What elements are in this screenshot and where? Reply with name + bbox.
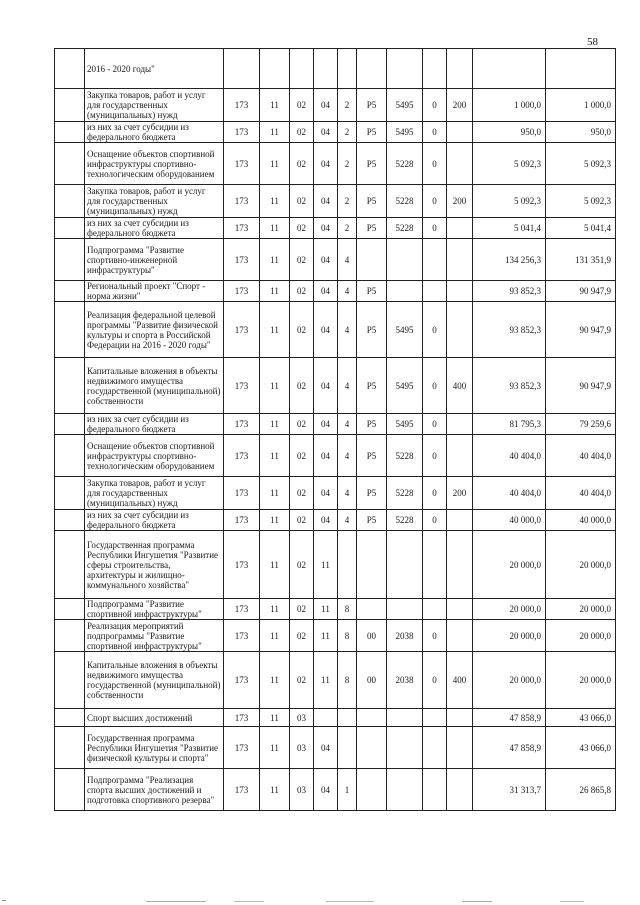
cell-name: из них за счет субсидии из федерального бюджета [85,122,224,143]
row-number-cell [55,302,85,358]
cell-c7: 5495 [387,122,423,143]
cell-c2: 11 [260,122,290,143]
cell-c5: 4 [338,302,357,358]
table-row [55,143,616,185]
cell-c2: 11 [260,599,290,620]
cell-v2: 26 865,8 [546,769,616,811]
row-number-cell [55,620,85,652]
cell-c6: P5 [357,89,387,122]
cell-c4: 04 [314,769,338,811]
table-row [55,769,616,811]
cell-c8 [423,281,447,302]
cell-c2: 11 [260,510,290,531]
table-row [55,709,616,727]
cell-v2: 90 947,9 [546,302,616,358]
cell-c7: 5228 [387,435,423,477]
cell-v1: 81 795,3 [473,414,546,435]
cell-c5: 4 [338,477,357,510]
cell-c3: 02 [290,435,314,477]
cell-v2: 5 092,3 [546,185,616,218]
table-row [55,239,616,281]
cell-c6: P5 [357,414,387,435]
cell-c9 [447,281,473,302]
cell-c3: 02 [290,218,314,239]
table-row [55,652,616,709]
cell-c1: 173 [224,239,260,281]
cell-c5 [338,49,357,89]
cell-c4: 11 [314,652,338,709]
cell-v2: 20 000,0 [546,620,616,652]
cell-c4: 11 [314,599,338,620]
cell-c6: P5 [357,143,387,185]
cell-c1: 173 [224,89,260,122]
cell-c3: 03 [290,727,314,769]
cell-v2 [546,49,616,89]
cell-c2: 11 [260,652,290,709]
table-row [55,358,616,414]
cell-c1: 173 [224,218,260,239]
cell-c3: 02 [290,185,314,218]
cell-v1: 93 852,3 [473,302,546,358]
cell-c1: 173 [224,531,260,599]
row-number-cell [55,122,85,143]
cell-v2: 1 000,0 [546,89,616,122]
cell-v1: 5 041,4 [473,218,546,239]
cell-c6: P5 [357,185,387,218]
cell-v1: 20 000,0 [473,652,546,709]
table-row [55,281,616,302]
cell-c9 [447,218,473,239]
cell-c3: 02 [290,89,314,122]
cell-v2: 20 000,0 [546,652,616,709]
cell-c2: 11 [260,709,290,727]
row-number-cell [55,652,85,709]
table-row [55,185,616,218]
cell-c5: 2 [338,185,357,218]
cell-c4 [314,709,338,727]
cell-v1: 40 404,0 [473,477,546,510]
cell-v1: 93 852,3 [473,281,546,302]
cell-c5: 8 [338,652,357,709]
cell-c8 [423,709,447,727]
cell-v2: 40 404,0 [546,435,616,477]
cell-c1: 173 [224,510,260,531]
row-number-cell [55,709,85,727]
cell-v2: 43 066,0 [546,709,616,727]
cell-v1: 47 858,9 [473,709,546,727]
cell-c7: 5495 [387,358,423,414]
cell-v1: 134 256,3 [473,239,546,281]
cell-c7: 5228 [387,218,423,239]
cell-c8: 0 [423,218,447,239]
cell-c8 [423,531,447,599]
cell-c7: 5495 [387,89,423,122]
row-number-cell [55,89,85,122]
cell-c1: 173 [224,185,260,218]
cell-c5: 4 [338,281,357,302]
cell-v1: 31 313,7 [473,769,546,811]
cell-c8: 0 [423,185,447,218]
cell-c4: 04 [314,239,338,281]
cell-c8: 0 [423,477,447,510]
cell-c7 [387,531,423,599]
cell-c8 [423,727,447,769]
cell-c7: 2038 [387,652,423,709]
table-row [55,620,616,652]
row-number-cell [55,435,85,477]
row-number-cell [55,185,85,218]
cell-c6: 00 [357,620,387,652]
row-number-cell [55,281,85,302]
table-row [55,531,616,599]
cell-c1: 173 [224,727,260,769]
cell-c9 [447,435,473,477]
cell-c8 [423,49,447,89]
cell-c8: 0 [423,358,447,414]
cell-c9 [447,599,473,620]
cell-c6 [357,709,387,727]
row-number-cell [55,727,85,769]
cell-c3: 02 [290,531,314,599]
cell-v1: 20 000,0 [473,599,546,620]
table-body [55,49,616,811]
cell-c5: 4 [338,358,357,414]
cell-c5 [338,531,357,599]
cell-name: Подпрограмма "Развитие спортивно-инженерной инфраструктуры" [85,239,224,281]
cell-c1: 173 [224,143,260,185]
cell-c9: 200 [447,89,473,122]
cell-c8 [423,599,447,620]
cell-c6: P5 [357,122,387,143]
cell-c6: P5 [357,302,387,358]
cell-c4: 04 [314,185,338,218]
cell-c6: P5 [357,358,387,414]
cell-c1: 173 [224,769,260,811]
cell-c1: 173 [224,435,260,477]
cell-c7 [387,49,423,89]
cell-v1: 40 000,0 [473,510,546,531]
cell-c7: 5228 [387,510,423,531]
cell-name: Реализация мероприятий подпрограммы "Развитие спортивной инфраструктуры" [85,620,224,652]
cell-c8: 0 [423,89,447,122]
cell-c6: P5 [357,281,387,302]
cell-c1: 173 [224,477,260,510]
cell-name: из них за счет субсидии из федерального бюджета [85,510,224,531]
cell-c3: 02 [290,239,314,281]
row-number-cell [55,239,85,281]
cell-c8: 0 [423,435,447,477]
cell-c5: 4 [338,510,357,531]
cell-c9: 200 [447,477,473,510]
cell-c1 [224,49,260,89]
cell-v2: 40 404,0 [546,477,616,510]
cell-c3: 02 [290,281,314,302]
table-row [55,510,616,531]
cell-c5: 2 [338,89,357,122]
cell-name: Подпрограмма "Развитие спортивной инфраструктуры" [85,599,224,620]
cell-c7 [387,239,423,281]
cell-c1: 173 [224,709,260,727]
cell-c3: 02 [290,358,314,414]
table-row [55,727,616,769]
cell-c4: 04 [314,281,338,302]
cell-c9 [447,510,473,531]
cell-c3: 02 [290,652,314,709]
page-number: 58 [587,36,598,48]
cell-c1: 173 [224,652,260,709]
cell-c7 [387,709,423,727]
cell-c3: 03 [290,769,314,811]
cell-c1: 173 [224,302,260,358]
cell-c3: 02 [290,477,314,510]
cell-c2: 11 [260,358,290,414]
cell-c6 [357,599,387,620]
cell-c3: 02 [290,414,314,435]
row-number-cell [55,510,85,531]
cell-name: 2016 - 2020 годы" [85,49,224,89]
cell-c7: 5228 [387,143,423,185]
cell-v2: 20 000,0 [546,599,616,620]
table-row [55,218,616,239]
cell-c2: 11 [260,414,290,435]
table-row [55,302,616,358]
cell-c9: 400 [447,652,473,709]
cell-c4: 04 [314,218,338,239]
cell-c5: 8 [338,620,357,652]
cell-v2: 40 000,0 [546,510,616,531]
cell-c9 [447,727,473,769]
cell-c8: 0 [423,143,447,185]
cell-c2: 11 [260,435,290,477]
cell-c9 [447,143,473,185]
scan-noise [0,895,640,905]
cell-c9 [447,414,473,435]
row-number-cell [55,599,85,620]
cell-c4: 04 [314,302,338,358]
cell-v1: 40 404,0 [473,435,546,477]
cell-v1: 47 858,9 [473,727,546,769]
row-number-cell [55,358,85,414]
cell-c7: 5228 [387,477,423,510]
cell-v2: 43 066,0 [546,727,616,769]
cell-c6: P5 [357,435,387,477]
cell-name: Закупка товаров, работ и услуг для государственных (муниципальных) нужд [85,185,224,218]
cell-c5 [338,727,357,769]
cell-c1: 173 [224,599,260,620]
row-number-cell [55,477,85,510]
cell-name: Реализация федеральной целевой программы "Развитие физической культуры и спорта в Российской Федерации на 2016 - 2020 годы" [85,302,224,358]
cell-c6: P5 [357,477,387,510]
cell-c4: 04 [314,477,338,510]
cell-c9 [447,49,473,89]
cell-c2: 11 [260,281,290,302]
cell-c3: 02 [290,143,314,185]
cell-c2: 11 [260,531,290,599]
cell-c1: 173 [224,414,260,435]
cell-c7: 5495 [387,414,423,435]
cell-c7 [387,727,423,769]
cell-v2: 950,0 [546,122,616,143]
cell-c8: 0 [423,414,447,435]
cell-c2: 11 [260,218,290,239]
cell-v1: 1 000,0 [473,89,546,122]
cell-c7 [387,281,423,302]
cell-c9 [447,769,473,811]
row-number-cell [55,531,85,599]
cell-c5 [338,709,357,727]
cell-c4: 04 [314,89,338,122]
cell-c1: 173 [224,620,260,652]
cell-name: Закупка товаров, работ и услуг для государственных (муниципальных) нужд [85,89,224,122]
budget-table [54,48,616,811]
cell-c9 [447,709,473,727]
cell-c2: 11 [260,477,290,510]
cell-c4: 04 [314,414,338,435]
table-row [55,89,616,122]
cell-v2: 90 947,9 [546,281,616,302]
cell-c1: 173 [224,358,260,414]
cell-c6: P5 [357,510,387,531]
cell-c5: 2 [338,218,357,239]
row-number-cell [55,769,85,811]
cell-name: Государственная программа Республики Ингушетия "Развитие физической культуры и спорта" [85,727,224,769]
cell-v2: 90 947,9 [546,358,616,414]
cell-name: Региональный проект "Спорт - норма жизни" [85,281,224,302]
cell-name: Спорт высших достижений [85,709,224,727]
cell-c7 [387,769,423,811]
cell-v1: 20 000,0 [473,531,546,599]
cell-c2: 11 [260,143,290,185]
cell-name: Подпрограмма "Реализация спорта высших достижений и подготовка спортивного резерва" [85,769,224,811]
cell-c4: 04 [314,510,338,531]
row-number-cell [55,414,85,435]
cell-c4: 04 [314,435,338,477]
cell-c6: P5 [357,218,387,239]
cell-c5: 8 [338,599,357,620]
cell-name: Оснащение объектов спортивной инфраструктуры спортивно-технологическим оборудованием [85,143,224,185]
cell-c9 [447,302,473,358]
cell-c5: 4 [338,435,357,477]
cell-v2: 5 092,3 [546,143,616,185]
row-number-cell [55,143,85,185]
cell-c3: 02 [290,599,314,620]
cell-c1: 173 [224,122,260,143]
cell-c2: 11 [260,727,290,769]
cell-c4: 11 [314,620,338,652]
cell-c2: 11 [260,302,290,358]
cell-c6 [357,49,387,89]
cell-v1: 93 852,3 [473,358,546,414]
cell-name: Государственная программа Республики Ингушетия "Развитие сферы строительства, архитектуры и жилищно-коммунального хозяйства" [85,531,224,599]
cell-c3: 02 [290,122,314,143]
cell-c3: 02 [290,510,314,531]
cell-c2: 11 [260,620,290,652]
cell-c8: 0 [423,302,447,358]
cell-c5: 2 [338,143,357,185]
cell-c3: 03 [290,709,314,727]
cell-c4: 04 [314,727,338,769]
cell-c9 [447,620,473,652]
cell-v2: 79 259,6 [546,414,616,435]
cell-c9 [447,239,473,281]
cell-c8: 0 [423,122,447,143]
cell-c5: 1 [338,769,357,811]
cell-c7: 5228 [387,185,423,218]
cell-c6: 00 [357,652,387,709]
cell-c5: 4 [338,414,357,435]
cell-c2: 11 [260,185,290,218]
table-row [55,477,616,510]
cell-c4 [314,49,338,89]
cell-v2: 20 000,0 [546,531,616,599]
cell-c9 [447,531,473,599]
cell-c9: 400 [447,358,473,414]
cell-v1: 5 092,3 [473,143,546,185]
cell-c6 [357,531,387,599]
table-row [55,414,616,435]
cell-c3: 02 [290,302,314,358]
cell-c8 [423,769,447,811]
cell-c4: 11 [314,531,338,599]
cell-name: Капитальные вложения в объекты недвижимого имущества государственной (муниципальной) собственности [85,358,224,414]
table-row [55,435,616,477]
cell-c7 [387,599,423,620]
row-number-cell [55,218,85,239]
cell-v1 [473,49,546,89]
cell-c9: 200 [447,185,473,218]
table-row [55,599,616,620]
cell-name: Закупка товаров, работ и услуг для государственных (муниципальных) нужд [85,477,224,510]
cell-c2: 11 [260,89,290,122]
cell-c8 [423,239,447,281]
cell-c8: 0 [423,620,447,652]
row-number-cell [55,49,85,89]
cell-name: Капитальные вложения в объекты недвижимого имущества государственной (муниципальной) собственности [85,652,224,709]
cell-c1: 173 [224,281,260,302]
cell-name: из них за счет субсидии из федерального бюджета [85,414,224,435]
cell-c7: 5495 [387,302,423,358]
cell-v2: 5 041,4 [546,218,616,239]
cell-v2: 131 351,9 [546,239,616,281]
cell-c2 [260,49,290,89]
cell-c9 [447,122,473,143]
cell-c2: 11 [260,769,290,811]
cell-c8: 0 [423,510,447,531]
cell-c4: 04 [314,143,338,185]
cell-c6 [357,727,387,769]
cell-c4: 04 [314,358,338,414]
cell-c6 [357,769,387,811]
cell-c3: 02 [290,620,314,652]
cell-c8: 0 [423,652,447,709]
cell-name: из них за счет субсидии из федерального бюджета [85,218,224,239]
cell-v1: 20 000,0 [473,620,546,652]
cell-name: Оснащение объектов спортивной инфраструктуры спортивно-технологическим оборудованием [85,435,224,477]
cell-v1: 5 092,3 [473,185,546,218]
table-row [55,49,616,89]
cell-c7: 2038 [387,620,423,652]
cell-c2: 11 [260,239,290,281]
table-row [55,122,616,143]
cell-c3 [290,49,314,89]
cell-v1: 950,0 [473,122,546,143]
cell-c5: 4 [338,239,357,281]
cell-c4: 04 [314,122,338,143]
cell-c5: 2 [338,122,357,143]
cell-c6 [357,239,387,281]
